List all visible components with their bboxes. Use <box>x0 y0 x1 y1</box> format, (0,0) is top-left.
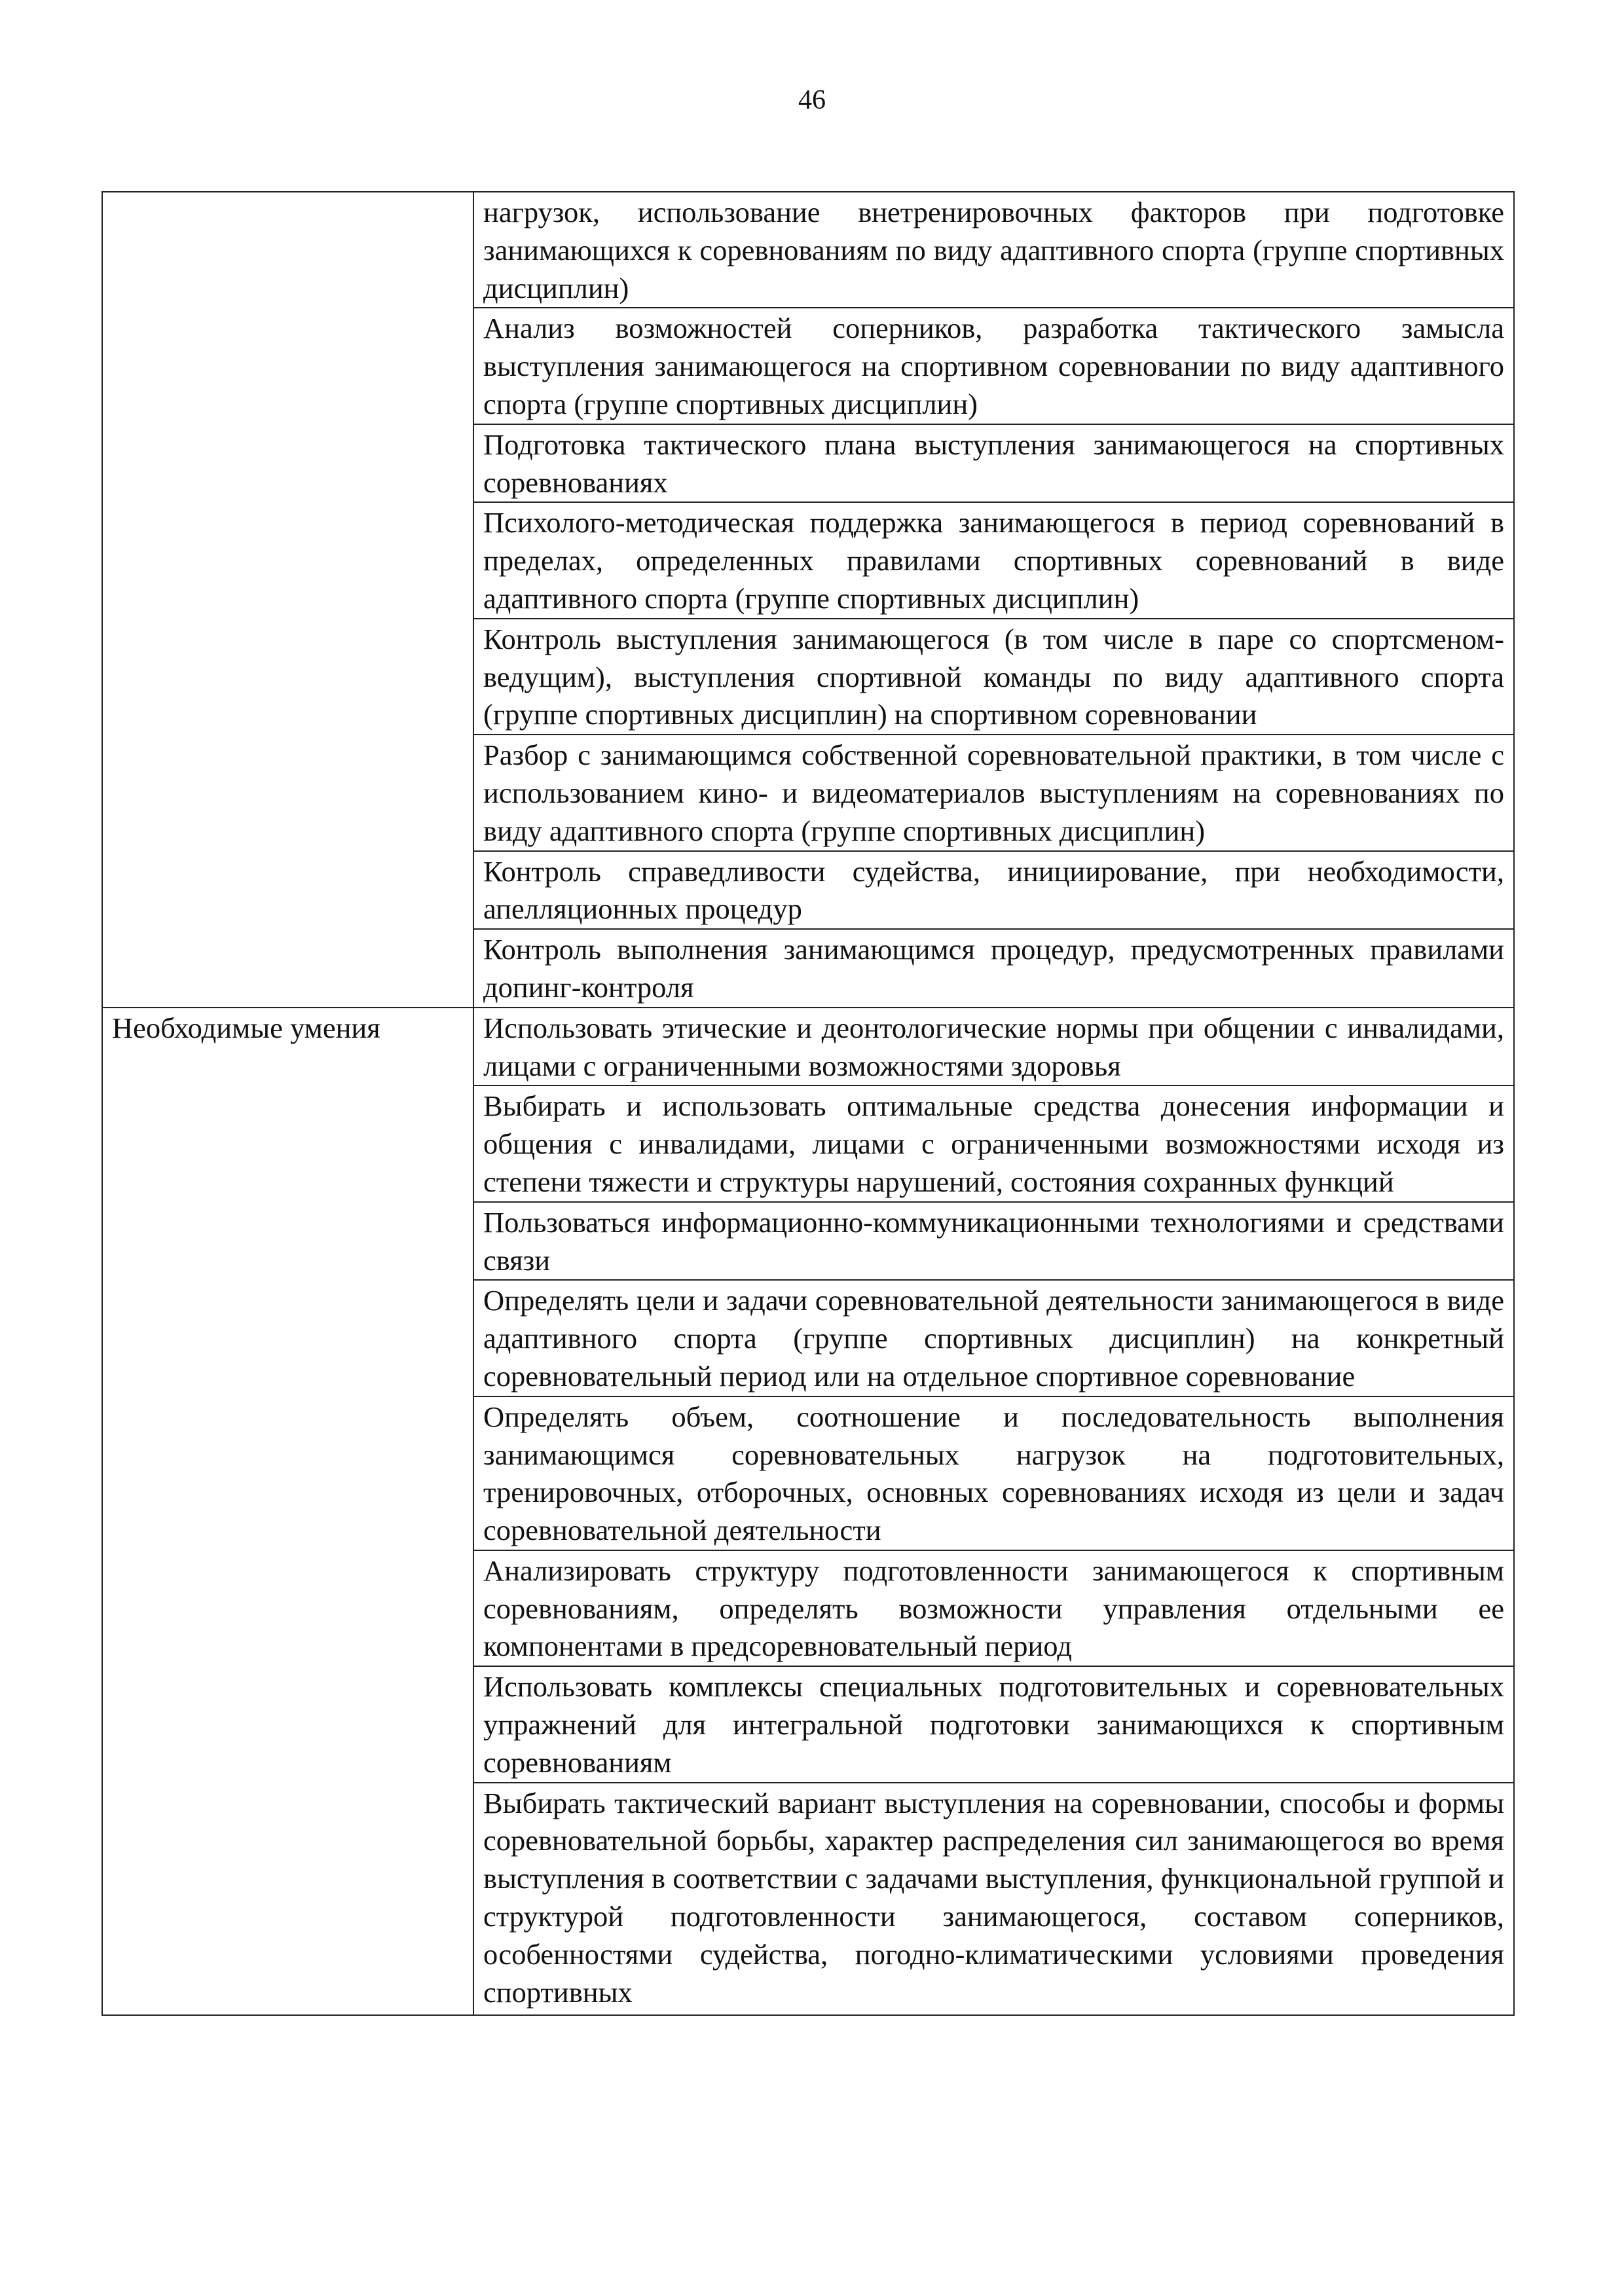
table-cell-text: Подготовка тактического плана выступления занимающегося на спортивных соревнованиях <box>473 424 1514 503</box>
table-cell-text: Определять объем, соотношение и последовательность выполнения занимающимся соревновательных нагрузок на подготовительных, тренировочных, отборочных, основных соревнованиях исходя из цели и задач соревновательной деятельности <box>473 1396 1514 1550</box>
table-cell-text: Использовать этические и деонтологические нормы при общении с инвалидами, лицами с ограниченными возможностями здоровья <box>473 1008 1514 1086</box>
skills-label-cell: Необходимые умения <box>102 1008 473 2015</box>
table-cell-text: нагрузок, использование внетренировочных факторов при подготовке занимающихся к соревнованиям по виду адаптивного спорта (группе спортивных дисциплин) <box>473 192 1514 308</box>
page-number: 46 <box>798 85 826 115</box>
requirements-table <box>101 191 1515 2016</box>
table-cell-text: Контроль справедливости судейства, инициирование, при необходимости, апелляционных процедур <box>473 851 1514 930</box>
table-row <box>102 192 1514 308</box>
table-cell-text: Контроль выступления занимающегося (в том числе в паре со спортсменом-ведущим), выступления спортивной команды по виду адаптивного спорта (группе спортивных дисциплин) на спортивном соревновании <box>473 619 1514 735</box>
table-cell-text: Анализировать структуру подготовленности занимающегося к спортивным соревнованиям, определять возможности управления отдельными ее компонентами в предсоревновательный период <box>473 1550 1514 1666</box>
table-cell-text: Использовать комплексы специальных подготовительных и соревновательных упражнений для интегральной подготовки занимающихся к спортивным соревнованиям <box>473 1666 1514 1782</box>
table-cell-text: Выбирать и использовать оптимальные средства донесения информации и общения с инвалидами, лицами с ограниченными возможностями исходя из степени тяжести и структуры нарушений, состояния сохранных функций <box>473 1085 1514 1201</box>
table-cell-text: Психолого-методическая поддержка занимающегося в период соревнований в пределах, определенных правилами спортивных соревнований в виде адаптивного спорта (группе спортивных дисциплин) <box>473 502 1514 618</box>
label-cell-empty <box>102 192 473 1008</box>
table-row <box>102 1008 1514 1086</box>
table-cell-text: Пользоваться информационно-коммуникационными технологиями и средствами связи <box>473 1202 1514 1281</box>
table-cell-text: Анализ возможностей соперников, разработка тактического замысла выступления занимающегося на спортивном соревновании по виду адаптивного спорта (группе спортивных дисциплин) <box>473 308 1514 424</box>
table-cell-text: Определять цели и задачи соревновательной деятельности занимающегося в виде адаптивного спорта (группе спортивных дисциплин) на конкретный соревновательный период или на отдельное спортивное соревнование <box>473 1280 1514 1396</box>
table-cell-text: Контроль выполнения занимающимся процедур, предусмотренных правилами допинг-контроля <box>473 929 1514 1008</box>
table-cell-text: Разбор с занимающимся собственной соревновательной практики, в том числе с использованием кино- и видеоматериалов выступлениям на соревнованиях по виду адаптивного спорта (группе спортивных дисциплин) <box>473 735 1514 850</box>
table-cell-text: Выбирать тактический вариант выступления на соревновании, способы и формы соревновательной борьбы, характер распределения сил занимающегося во время выступления в соответствии с задачами выступления, функциональной группой и структурой подготовленности занимающегося, составом соперников, особенностями судейства, погодно-климатическими условиями проведения спортивных <box>473 1783 1514 2015</box>
